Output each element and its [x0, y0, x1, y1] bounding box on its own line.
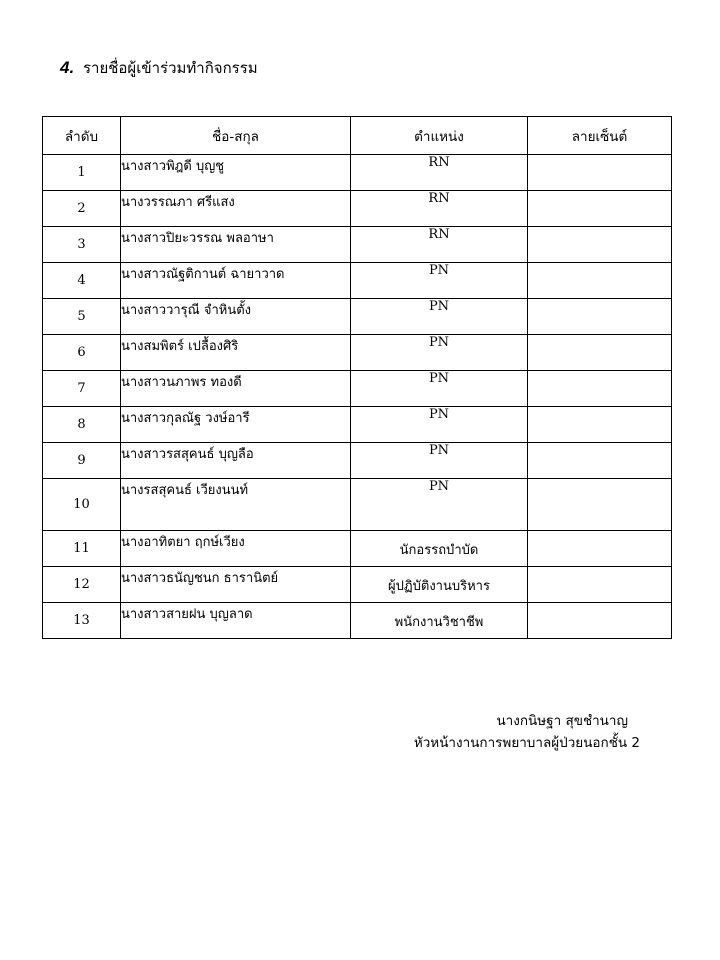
participant-name: นางสาววารุณี จำหินตั้ง: [121, 299, 351, 335]
row-number: 6: [43, 335, 121, 371]
participant-position: RN: [351, 191, 528, 227]
participant-position: นักอรรถบำบัด: [351, 531, 528, 567]
participant-position: PN: [351, 371, 528, 407]
row-number: 10: [43, 479, 121, 531]
signature-cell: [528, 479, 672, 531]
signature-cell: [528, 603, 672, 639]
table-row: [43, 227, 672, 263]
signer-name: นางกนิษฐา สุขชำนาญ: [496, 713, 628, 729]
section-title: รายชื่อผู้เข้าร่วมทำกิจกรรม: [82, 59, 258, 77]
signature-cell: [528, 531, 672, 567]
participant-name: นางสาวรสสุคนธ์ บุญลือ: [121, 443, 351, 479]
row-number: 12: [43, 567, 121, 603]
section-heading: [60, 56, 258, 80]
participant-position: PN: [351, 299, 528, 335]
table-row: [43, 263, 672, 299]
participant-position: RN: [351, 155, 528, 191]
table-row: [43, 603, 672, 639]
participant-name: นางสมพิตร์ เปลื้องศิริ: [121, 335, 351, 371]
header-order: ลำดับ: [43, 117, 121, 155]
participant-position: RN: [351, 227, 528, 263]
table-row: [43, 299, 672, 335]
table-row: [43, 479, 672, 531]
participant-name: นางอาทิตยา ฤกษ์เวียง: [121, 531, 351, 567]
row-number: 2: [43, 191, 121, 227]
table-header-row: [43, 117, 672, 155]
table-row: [43, 443, 672, 479]
participant-name: นางสาวณัฐติกานต์ ฉายาวาด: [121, 263, 351, 299]
participant-name: นางสาวนภาพร ทองดี: [121, 371, 351, 407]
participant-position: PN: [351, 263, 528, 299]
row-number: 3: [43, 227, 121, 263]
signature-cell: [528, 443, 672, 479]
table-row: [43, 191, 672, 227]
row-number: 11: [43, 531, 121, 567]
signature-cell: [528, 155, 672, 191]
table-row: [43, 407, 672, 443]
row-number: 5: [43, 299, 121, 335]
participant-table: [42, 116, 672, 639]
participant-name: นางสาวสายฝน บุญลาด: [121, 603, 351, 639]
signature-cell: [528, 371, 672, 407]
header-position: ตำแหน่ง: [351, 117, 528, 155]
signature-cell: [528, 191, 672, 227]
participant-name: นางสาวกุลณัฐ วงษ์อารี: [121, 407, 351, 443]
participant-position: PN: [351, 479, 528, 531]
row-number: 13: [43, 603, 121, 639]
row-number: 9: [43, 443, 121, 479]
row-number: 4: [43, 263, 121, 299]
participant-name: นางรสสุคนธ์ เวียงนนท์: [121, 479, 351, 531]
table-row: [43, 371, 672, 407]
header-name: ชื่อ-สกุล: [121, 117, 351, 155]
participant-name: นางวรรณภา ศรีแสง: [121, 191, 351, 227]
table-row: [43, 155, 672, 191]
section-number: 4.: [60, 58, 75, 77]
participant-name: นางสาวปิยะวรรณ พลอาษา: [121, 227, 351, 263]
header-signature: ลายเซ็นต์: [528, 117, 672, 155]
participant-name: นางสาวธนัญชนก ธารานิตย์: [121, 567, 351, 603]
signature-cell: [528, 263, 672, 299]
participant-position: PN: [351, 443, 528, 479]
table-row: [43, 567, 672, 603]
row-number: 1: [43, 155, 121, 191]
signer-title: หัวหน้างานการพยาบาลผู้ป่วยนอกชั้น 2: [413, 735, 640, 751]
signature-cell: [528, 407, 672, 443]
table-row: [43, 335, 672, 371]
table-row: [43, 531, 672, 567]
participant-position: PN: [351, 335, 528, 371]
row-number: 8: [43, 407, 121, 443]
signature-cell: [528, 299, 672, 335]
signature-cell: [528, 335, 672, 371]
participant-position: ผู้ปฏิบัติงานบริหาร: [351, 567, 528, 603]
signature-cell: [528, 227, 672, 263]
participant-position: พนักงานวิชาชีพ: [351, 603, 528, 639]
participant-name: นางสาวพิฎดี บุญชู: [121, 155, 351, 191]
signature-cell: [528, 567, 672, 603]
signature-block: [414, 710, 640, 754]
row-number: 7: [43, 371, 121, 407]
participant-position: PN: [351, 407, 528, 443]
